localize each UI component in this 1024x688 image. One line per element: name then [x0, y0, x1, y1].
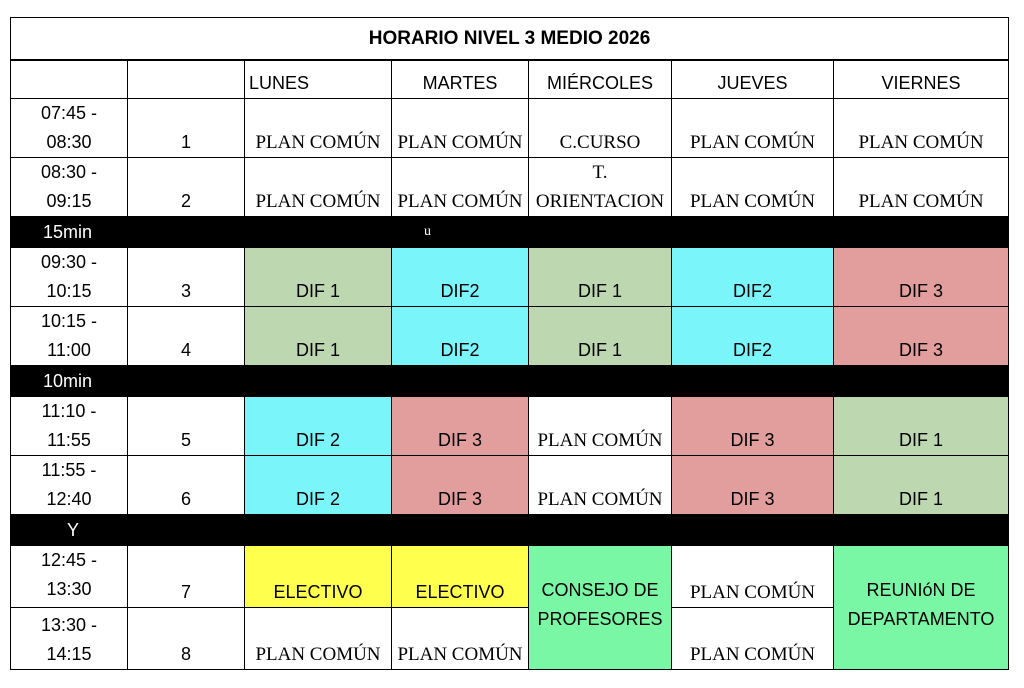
- cell-r5-jueves: DIF 3: [672, 396, 834, 455]
- cell-r2-lunes: PLAN COMÚN: [245, 157, 392, 216]
- break-fill: [245, 216, 392, 247]
- break-fill: [245, 514, 392, 545]
- time-end: 12:40: [46, 488, 92, 509]
- time-end: 11:00: [47, 339, 91, 360]
- time-start: 08:30 -: [40, 161, 98, 182]
- cell-r3-lunes: DIF 1: [245, 247, 392, 306]
- cell-r2-miercoles: [529, 157, 672, 216]
- time-end: 11:55: [47, 429, 91, 450]
- time-start: 07:45 -: [40, 102, 98, 123]
- header-num-blank: [128, 60, 245, 98]
- time-cell-6: [11, 455, 128, 514]
- slot-row-2: [11, 157, 1009, 216]
- cell-r5-viernes: DIF 1: [834, 396, 1009, 455]
- title-row: [11, 18, 1009, 61]
- break-label-1: 15min: [11, 216, 128, 247]
- cell-r6-viernes: DIF 1: [834, 455, 1009, 514]
- time-end: 10:15: [46, 280, 92, 301]
- cell-r8-lunes: PLAN COMÚN: [245, 607, 392, 669]
- cell-r2-miercoles-line1: T.: [592, 161, 608, 183]
- time-end: 08:30: [46, 131, 92, 152]
- cell-r4-viernes: DIF 3: [834, 306, 1009, 365]
- time-cell-4: [11, 306, 128, 365]
- reunion-line2: DEPARTAMENTO: [847, 608, 995, 629]
- consejo-line1: CONSEJO DE: [541, 579, 659, 600]
- time-start: 10:15 -: [40, 310, 98, 331]
- time-cell-5: [11, 396, 128, 455]
- break-fill: [672, 365, 834, 396]
- period-number-6: 6: [128, 455, 245, 514]
- cell-r7-martes: ELECTIVO: [392, 545, 529, 607]
- cell-r4-martes: DIF2: [392, 306, 529, 365]
- break-fill: [834, 514, 1009, 545]
- cell-r1-lunes: PLAN COMÚN: [245, 98, 392, 157]
- cell-r6-martes: DIF 3: [392, 455, 529, 514]
- break-label-2: 10min: [11, 365, 128, 396]
- break-fill: [672, 514, 834, 545]
- break-fill: [128, 365, 245, 396]
- cell-r1-jueves: PLAN COMÚN: [672, 98, 834, 157]
- cell-r7-jueves: PLAN COMÚN: [672, 545, 834, 607]
- cell-r5-lunes: DIF 2: [245, 396, 392, 455]
- break-fill: [392, 365, 529, 396]
- time-cell-7: [11, 545, 128, 607]
- cell-r7-lunes: ELECTIVO: [245, 545, 392, 607]
- cell-r4-lunes: DIF 1: [245, 306, 392, 365]
- slot-row-7: [11, 545, 1009, 607]
- slot-row-6: [11, 455, 1009, 514]
- cell-r8-martes: PLAN COMÚN: [392, 607, 529, 669]
- consejo-line2: PROFESORES: [537, 608, 663, 629]
- slot-row-3: [11, 247, 1009, 306]
- break-mark: u: [392, 216, 529, 247]
- time-cell-8: [11, 607, 128, 669]
- break-fill: [128, 514, 245, 545]
- time-end: 09:15: [46, 190, 92, 211]
- cell-r3-miercoles: DIF 1: [529, 247, 672, 306]
- time-start: 12:45 -: [40, 549, 98, 570]
- cell-r2-miercoles-line2: ORIENTACION: [535, 190, 665, 212]
- cell-r5-martes: DIF 3: [392, 396, 529, 455]
- period-number-2: 2: [128, 157, 245, 216]
- break-label-3: Y: [11, 514, 128, 545]
- time-end: 14:15: [46, 643, 92, 664]
- reunion-line1: REUNIóN DE: [866, 579, 976, 600]
- cell-r6-miercoles: PLAN COMÚN: [529, 455, 672, 514]
- break-row-2: [11, 365, 1009, 396]
- cell-r5-miercoles: PLAN COMÚN: [529, 396, 672, 455]
- cell-r6-lunes: DIF 2: [245, 455, 392, 514]
- day-header-viernes: VIERNES: [834, 60, 1009, 98]
- day-header-jueves: JUEVES: [672, 60, 834, 98]
- cell-r3-jueves: DIF2: [672, 247, 834, 306]
- cell-r2-jueves: PLAN COMÚN: [672, 157, 834, 216]
- time-start: 11:10 -: [41, 400, 97, 421]
- cell-r2-viernes: PLAN COMÚN: [834, 157, 1009, 216]
- time-cell-2: [11, 157, 128, 216]
- break-fill: [834, 365, 1009, 396]
- day-header-lunes: LUNES: [245, 60, 392, 98]
- period-number-1: 1: [128, 98, 245, 157]
- cell-r4-jueves: DIF2: [672, 306, 834, 365]
- period-number-5: 5: [128, 396, 245, 455]
- time-cell-3: [11, 247, 128, 306]
- cell-r3-martes: DIF2: [392, 247, 529, 306]
- break-fill: [672, 216, 834, 247]
- schedule-table: [10, 17, 1009, 670]
- slot-row-4: [11, 306, 1009, 365]
- break-fill: [128, 216, 245, 247]
- time-start: 13:30 -: [40, 614, 98, 635]
- break-row-1: [11, 216, 1009, 247]
- cell-r1-miercoles: C.CURSO: [529, 98, 672, 157]
- header-row: [11, 60, 1009, 98]
- break-fill: [529, 514, 672, 545]
- slot-row-5: [11, 396, 1009, 455]
- break-fill: [834, 216, 1009, 247]
- cell-r1-viernes: PLAN COMÚN: [834, 98, 1009, 157]
- cell-r4-miercoles: DIF 1: [529, 306, 672, 365]
- time-start: 09:30 -: [40, 251, 98, 272]
- period-number-4: 4: [128, 306, 245, 365]
- cell-r3-viernes: DIF 3: [834, 247, 1009, 306]
- period-number-7: 7: [128, 545, 245, 607]
- day-header-martes: MARTES: [392, 60, 529, 98]
- time-cell-1: [11, 98, 128, 157]
- break-fill: [529, 365, 672, 396]
- cell-r7-viernes-reunion: [834, 545, 1009, 669]
- period-number-8: 8: [128, 607, 245, 669]
- schedule-title: HORARIO NIVEL 3 MEDIO 2026: [11, 18, 1009, 61]
- header-time-blank: [11, 60, 128, 98]
- cell-r1-martes: PLAN COMÚN: [392, 98, 529, 157]
- time-start: 11:55 -: [41, 459, 97, 480]
- break-fill: [392, 514, 529, 545]
- day-header-miercoles: MIÉRCOLES: [529, 60, 672, 98]
- break-fill: [529, 216, 672, 247]
- cell-r6-jueves: DIF 3: [672, 455, 834, 514]
- break-fill: [245, 365, 392, 396]
- slot-row-1: [11, 98, 1009, 157]
- break-row-3: [11, 514, 1009, 545]
- cell-r2-martes: PLAN COMÚN: [392, 157, 529, 216]
- cell-r7-miercoles-consejo: [529, 545, 672, 669]
- cell-r8-jueves: PLAN COMÚN: [672, 607, 834, 669]
- time-end: 13:30: [46, 578, 92, 599]
- period-number-3: 3: [128, 247, 245, 306]
